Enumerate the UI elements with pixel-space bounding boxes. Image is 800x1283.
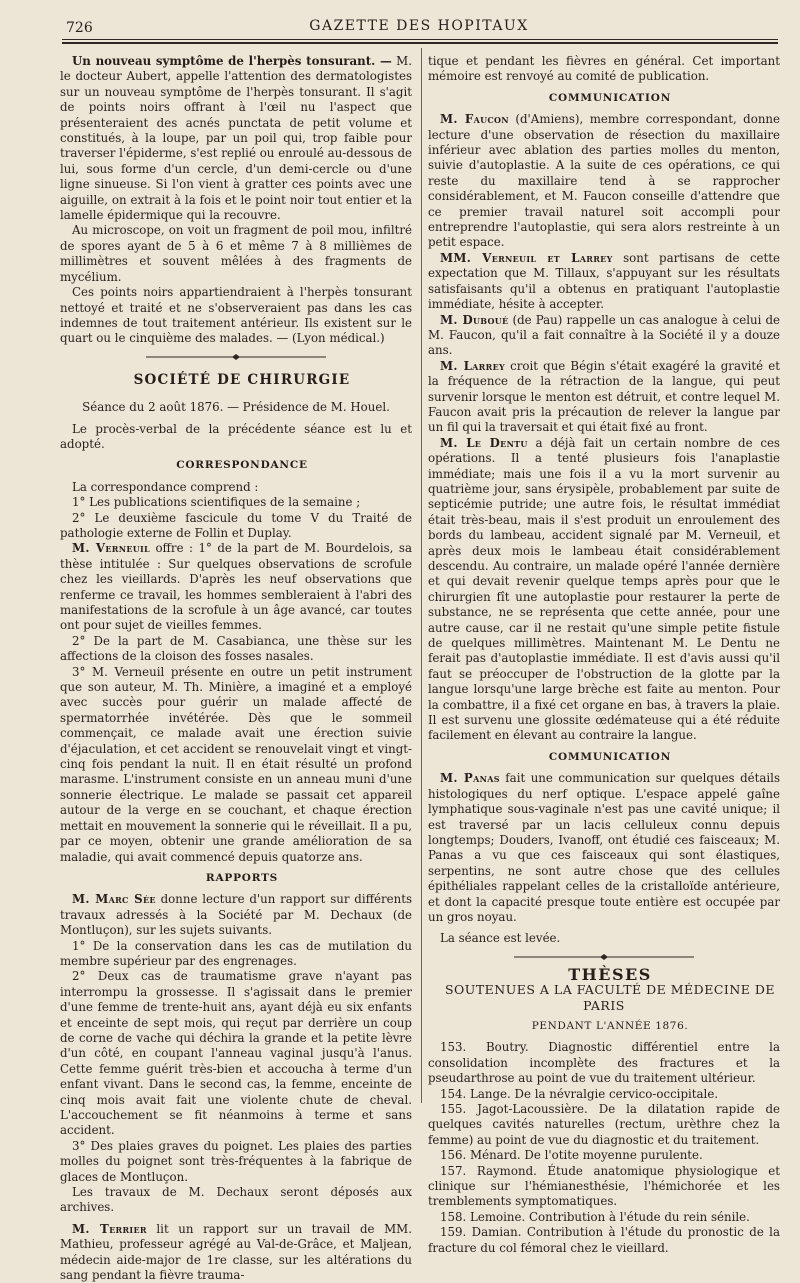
left-column <box>60 54 412 1283</box>
right-column <box>428 54 780 1256</box>
panas-name: M. Panas <box>440 771 500 786</box>
page-number: 726 <box>66 20 93 36</box>
le-dentu-name: M. Le Dentu <box>440 435 528 450</box>
ornament-divider-2 <box>514 953 694 961</box>
theses-subtitle: SOUTENUES A LA FACULTÉ DE MÉDECINE DE PARIS <box>444 982 776 1013</box>
seance-line: Séance du 2 août 1876. — Présidence de M. Houel. <box>82 400 390 415</box>
society-title: SOCIÉTÉ DE CHIRURGIE <box>133 371 351 388</box>
proces-verbal: Le procès-verbal de la précédente séance est lu et adopté. <box>60 421 412 451</box>
theses-title: THÈSES <box>568 964 652 984</box>
these-item: 153. Boutry. Diagnostic différentiel entre la consolidation incomplète des fractures et la pseudarthrose au point de vue du traitement ultérieur. <box>428 1040 780 1086</box>
miniere-paragraph: 3° M. Verneuil présente en outre un petit instrument que son auteur, M. Th. Minière, a imaginé et a employé avec succès pour guérir un malade affecté de spermatorrhée invétérée. Dès que le sommeil commençait, ce malade avait une érection suivie d'éjaculation, et cet accident se renouvelait vingt et vingt-cinq fois pendant la nuit. Il en était résulté un profond marasme. L'instrument consiste en un anneau muni d'une sonnerie électrique. Le malade se passait cet appareil autour de la verge en se couchant, et chaque érection mettait en mouvement la sonnerie qui le réveillait. Il a pu, par ce moyen, obtenir une grande amélioration de sa maladie, qui avait commencé depuis quatorze ans. <box>60 664 412 864</box>
corr-item-2: 1° Les publications scientifiques de la semaine ; <box>72 495 361 510</box>
le-dentu-paragraph: M. Le Dentu a déjà fait un certain nombre de ces opérations. Il a tenté plusieurs fois l'anaplastie immédiate; mais une fois il a vu la mort survenir au quatrième jour, sans érysipèle, probablement par suite de septicémie putride; une autre fois, le résultat immédiat était très-beau, mais il s'est produit un enroulement des bords du lambeau, accident signalé par M. Verneuil, et après deux mois le lambeau était considérablement descendu. Au contraire, un malade opéré l'année dernière et qui devait revenir quelque temps après pour que le chirurgien fît une autoplastie pour restaurer la perte de substance, ne se représenta que cette année, pour une autre cause, car il ne restait qu'une simple petite fistule de quelques millimètres. Maintenant M. Le Dentu ne ferait pas d'autoplastie immédiate. Il est d'avis aussi qu'il faut se préoccuper de l'obstruction de la glotte par la langue lorsqu'une large brèche est faite au menton. Pour la combattre, il a fixé cet organe en bas, à travers la plaie. Il est survenu une glossite œdémateuse qui a été réduite facilement en élevant au contraire la langue. <box>428 435 780 743</box>
journal-title: GAZETTE DES HOPITAUX <box>309 18 529 34</box>
see-item-1: 1° De la conservation dans les cas de mutilation du membre supérieur par des engrenages. <box>60 938 412 968</box>
casabianca-paragraph: 2° De la part de M. Casabianca, une thèse sur les affections de la cloison des fosses nasales. <box>60 633 412 664</box>
see-name: M. Marc Sée <box>72 892 156 907</box>
these-item: 157. Raymond. Étude anatomique physiologique et clinique sur l'hémianesthésie, l'hémichorée et les tremblements symptomatiques. <box>428 1163 780 1209</box>
verneuil-paragraph: M. Verneuil offre : 1° de la part de M. Bourdelois, sa thèse intitulée : Sur quelques observations de scrofule chez les vieillards. D'après les neuf observations que renferme ce travail, les hommes sembleraient à l'abri des manifestations de la scrofule à un âge avancé, car toutes ont pour sujet de vieilles femmes. <box>60 541 413 633</box>
see-item-2: 2° Deux cas de traumatisme grave n'ayant pas interrompu la grossesse. Il s'agissait dans le premier d'une femme de trente-huit ans, ayant déjà eu six enfants et enceinte de sept mois, qui reçut par derrière un coup de corne de vache qui déchira la grande et la petite lèvre d'un côté, en coupant l'anneau vaginal jusqu'à l'anus. Cette femme guérit très-bien et accoucha à terme d'un enfant vivant. Dans le second cas, la femme, enceinte de cinq mois avait fait une violente chute de cheval. L'accouchement se fit néanmoins à terme et sans accident. <box>60 969 412 1138</box>
terrier-name: M. Terrier <box>72 1221 147 1236</box>
herpes-paragraph-1: Un nouveau symptôme de l'herpès tonsurant. — M. le docteur Aubert, appelle l'attention des dermatologistes sur un nouveau symptôme de l'herpès tonsurant. Il s'agit de points noirs offrant à l'œil nu l'aspect que présenteraient des acnés punctata de petit volume et constitués, à la loupe, par un poil qui, trop faible pour traverser l'épiderme, s'est replié ou enroulé au-dessous de lui, sous forme d'un cercle, d'un demi-cercle ou d'une ligne sinueuse. Si l'on vient à gratter ces points avec une aiguille, on extrait à la fois et le point noir tout entier et la lamelle épidermique qui la recouvre. <box>60 54 413 223</box>
ornament-divider <box>146 353 326 361</box>
herpes-lead: Un nouveau symptôme de l'herpès tonsurant. — <box>72 54 392 68</box>
verneuil-larrey-name: MM. Verneuil et Larrey <box>440 250 613 265</box>
see-item-3: 3° Des plaies graves du poignet. Les plaies des parties molles du poignet sont très-fréquentes à la fabrique de glaces de Montluçon. <box>60 1138 412 1184</box>
faucon-name: M. Faucon <box>440 112 509 127</box>
page-header <box>62 14 776 36</box>
these-item: 159. Damian. Contribution à l'étude du pronostic de la fracture du col fémoral chez le vieillard. <box>428 1225 780 1255</box>
these-item: 156. Ménard. De l'otite moyenne purulente. <box>440 1148 703 1163</box>
terrier-paragraph: M. Terrier lit un rapport sur un travail de MM. Mathieu, professeur agrégé au Val-de-Grâce, et Maljean, médecin aide-major de 1re classe, sur les altérations du sang pendant la fièvre trauma- <box>60 1221 412 1283</box>
herpes-paragraph-2: Au microscope, on voit un fragment de poil mou, infiltré de spores ayant de 5 à 6 et même 7 à 8 millièmes de millimètres et souvent mêlées à des fragments de mycélium. <box>60 223 412 284</box>
larrey-paragraph: M. Larrey croit que Bégin s'était exagéré la gravité et la fréquence de la rétraction de la langue, qui peut survenir lorsque le menton est détruit, et contre lequel M. Faucon avait pris la précaution de relever la langue par un fil qui la traversait et qui était fixé au front. <box>428 358 781 435</box>
herpes-paragraph-3: Ces points noirs appartiendraient à l'herpès tonsurant nettoyé et traité et ne s'observeraient pas dans les cas indemnes de tout traitement antérieur. Ils existent sur le quart ou le cinquième des malades. — (Lyon médical.) <box>60 285 412 346</box>
seance-levee: La séance est levée. <box>440 931 561 946</box>
header-rule-thick <box>62 42 778 44</box>
verneuil-larrey-paragraph: MM. Verneuil et Larrey sont partisans de cette expectation que M. Tillaux, s'appuyant sur les résultats satisfaisants qu'il a obtenus en pratiquant l'autoplastie immédiate, hésite à accepter. <box>428 250 780 312</box>
corr-item-1: La correspondance comprend : <box>72 479 259 494</box>
column-divider <box>421 48 422 1103</box>
these-item: 154. Lange. De la névralgie cervico-occipitale. <box>440 1086 719 1101</box>
corr-item-3: 2° Le deuxième fascicule du tome V du Traité de pathologie externe de Follin et Duplay. <box>60 510 412 540</box>
duboue-paragraph: M. Duboué (de Pau) rappelle un cas analogue à celui de M. Faucon, qu'il a fait connaître à la Société il y a douze ans. <box>428 312 780 358</box>
see-paragraph: M. Marc Sée donne lecture d'un rapport sur différents travaux adressés à la Société par M. Dechaux (de Montluçon), sur les sujets suivants. <box>60 892 412 938</box>
see-item-4: Les travaux de M. Dechaux seront déposés aux archives. <box>60 1185 412 1215</box>
these-item: 158. Lemoine. Contribution à l'étude du rein sénile. <box>440 1209 750 1224</box>
larrey-name: M. Larrey <box>440 358 505 373</box>
these-item: 155. Jagot-Lacoussière. De la dilatation rapide de quelques cavités naturelles (rectum, urèthre chez la femme) au point de vue du diagnostic et du traitement. <box>428 1102 780 1147</box>
verneuil-name: M. Verneuil <box>72 541 150 556</box>
duboue-name: M. Duboué <box>440 312 509 327</box>
correspondance-heading: CORRESPONDANCE <box>176 459 308 472</box>
communication-heading-1: COMMUNICATION <box>548 91 672 104</box>
panas-paragraph: M. Panas fait une communication sur quelques détails histologiques du nerf optique. L'espace appelé gaîne lymphatique sous-vaginale n'est pas une cavité unique; il est traversé par un lacis celluleux connu depuis longtemps; Douders, Ivanoff, ont étudié ces faisceaux; M. Panas a vu que ces faisceaux qui sont élastiques, serpentins, ne sont autre chose que des cellules épithéliales rappelant celles de la cristalloïde antérieure, et dont la capacité presque toute entière est occupée par un gros noyau. <box>428 771 781 924</box>
header-rule-thin <box>62 39 778 40</box>
rapports-heading: RAPPORTS <box>205 871 279 884</box>
terrier-continuation: tique et pendant les fièvres en général. Cet important mémoire est renvoyé au comité de publication. <box>428 54 780 84</box>
faucon-paragraph: M. Faucon (d'Amiens), membre correspondant, donne lecture d'une observation de résection du maxillaire inférieur avec ablation des parties molles du menton, suivie d'autoplastie. A la suite de ces opérations, ce qui reste du maxillaire tend à se rapprocher considérablement, et M. Faucon conseille d'attendre que ce premier travail naturel soit accompli pour entreprendre l'autoplastie, qui sera alors restreinte à un petit espace. <box>428 112 781 250</box>
theses-year: PENDANT L'ANNÉE 1876. <box>531 1019 689 1032</box>
communication-heading-2: COMMUNICATION <box>548 750 672 763</box>
